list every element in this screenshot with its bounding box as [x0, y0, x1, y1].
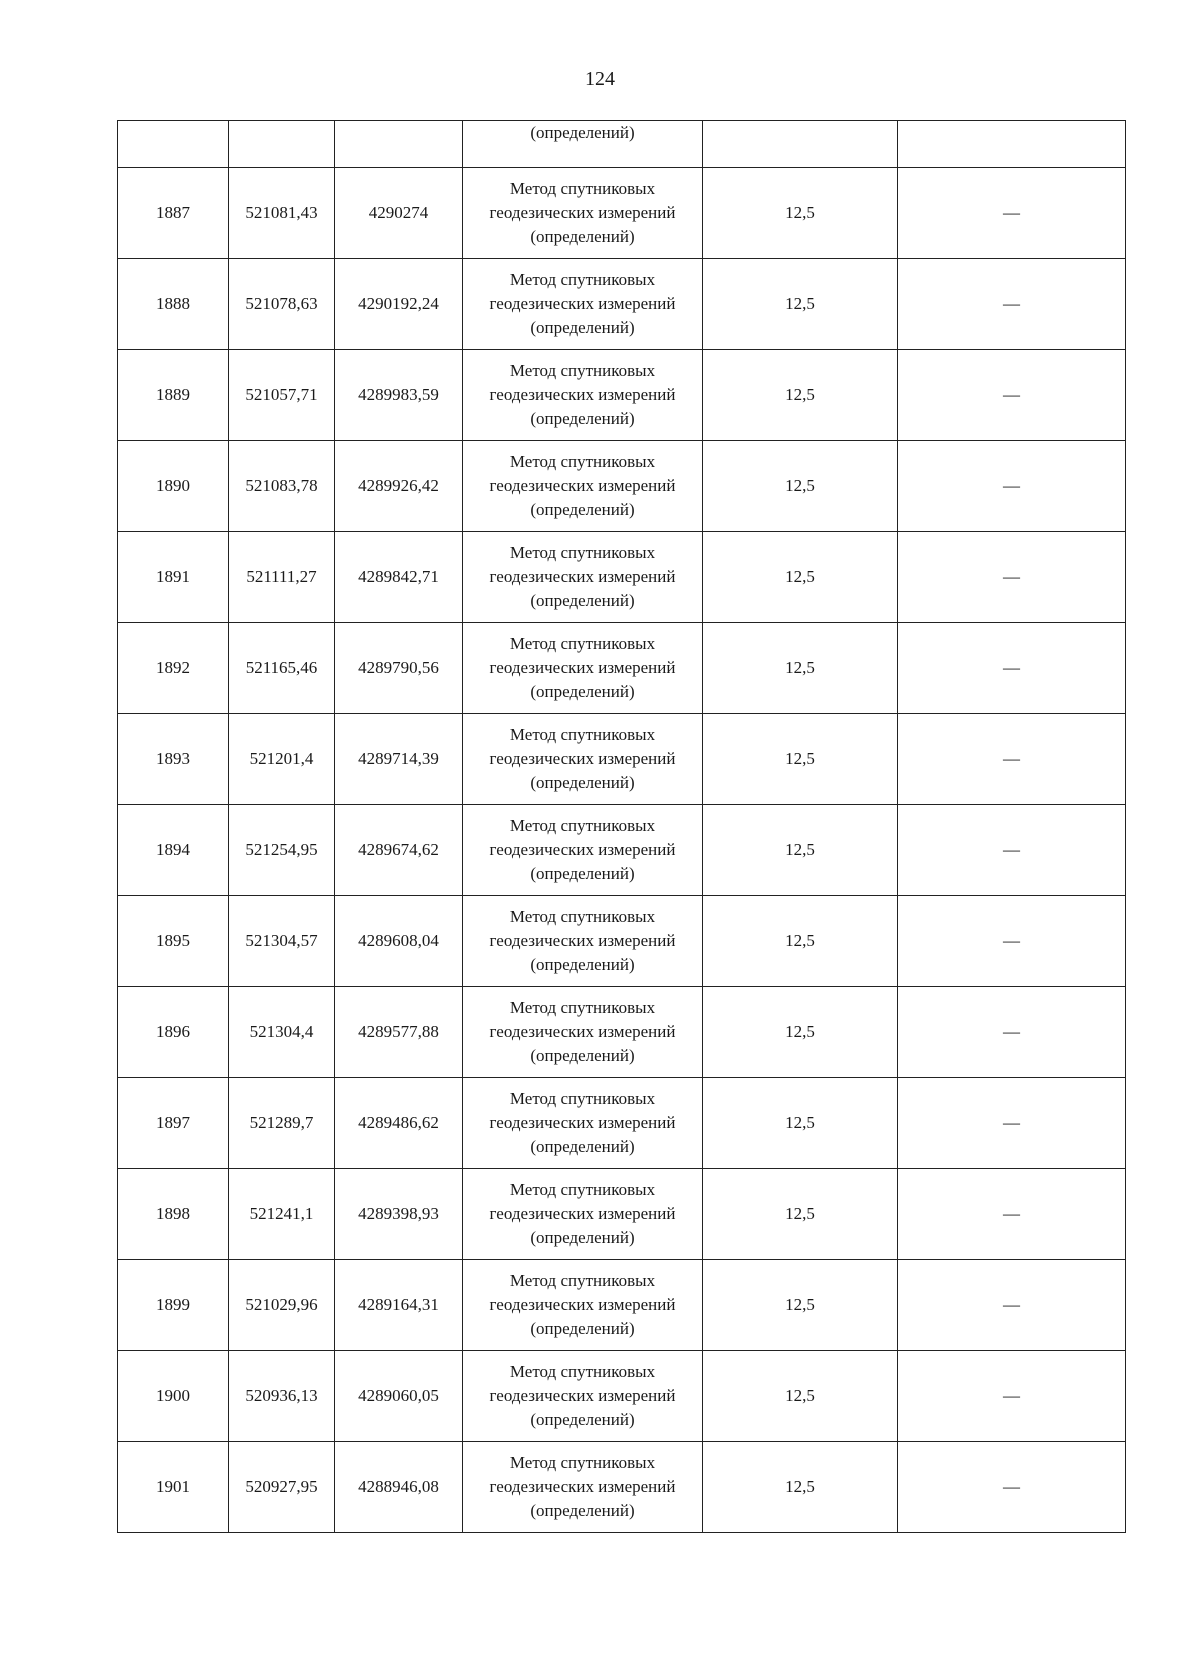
method-line: Метод спутниковых	[509, 1271, 656, 1290]
continuation-row	[118, 121, 1126, 168]
method-line: геодезических измерений	[489, 931, 676, 950]
table-row	[118, 896, 1126, 987]
cell-point-number: 1897	[118, 1078, 229, 1169]
cell-method	[463, 1169, 703, 1260]
method-line: Метод спутниковых	[509, 907, 656, 926]
cell-point-number: 1892	[118, 623, 229, 714]
cell-point-number: 1887	[118, 168, 229, 259]
cell-y: 4289577,88	[335, 987, 463, 1078]
coordinates-table-body	[118, 121, 1126, 1533]
cell-y: 4288946,08	[335, 1442, 463, 1533]
cell-x: 520927,95	[229, 1442, 335, 1533]
cell-accuracy: 12,5	[703, 168, 898, 259]
cell-accuracy: 12,5	[703, 987, 898, 1078]
cell-x: 520936,13	[229, 1351, 335, 1442]
method-line: Метод спутниковых	[509, 543, 656, 562]
cell-accuracy: 12,5	[703, 1078, 898, 1169]
method-line: Метод спутниковых	[509, 452, 656, 471]
method-line: (определений)	[530, 1137, 635, 1156]
cell-x: 521201,4	[229, 714, 335, 805]
method-line: (определений)	[530, 682, 635, 701]
cell-x: 521304,4	[229, 987, 335, 1078]
coordinates-table	[117, 120, 1126, 1533]
cell-y: 4289608,04	[335, 896, 463, 987]
cell-x	[229, 121, 335, 168]
cell-point-number: 1894	[118, 805, 229, 896]
cell-accuracy: 12,5	[703, 1260, 898, 1351]
table-row	[118, 1442, 1126, 1533]
cell-y: 4289398,93	[335, 1169, 463, 1260]
method-line: Метод спутниковых	[509, 998, 656, 1017]
method-line: Метод спутниковых	[509, 179, 656, 198]
cell-y: 4289164,31	[335, 1260, 463, 1351]
method-line: Метод спутниковых	[509, 1362, 656, 1381]
cell-accuracy: 12,5	[703, 714, 898, 805]
method-line: Метод спутниковых	[509, 361, 656, 380]
cell-note: —	[898, 1260, 1126, 1351]
method-line: Метод спутниковых	[509, 1180, 656, 1199]
cell-note: —	[898, 805, 1126, 896]
method-line: (определений)	[530, 1410, 635, 1429]
method-line: геодезических измерений	[489, 385, 676, 404]
cell-note: —	[898, 987, 1126, 1078]
cell-y: 4289983,59	[335, 350, 463, 441]
cell-y	[335, 121, 463, 168]
method-line: Метод спутниковых	[509, 634, 656, 653]
cell-point-number: 1896	[118, 987, 229, 1078]
cell-accuracy: 12,5	[703, 532, 898, 623]
cell-note	[898, 121, 1126, 168]
table-row	[118, 1078, 1126, 1169]
cell-method	[463, 1351, 703, 1442]
table-row	[118, 1169, 1126, 1260]
method-line: геодезических измерений	[489, 1295, 676, 1314]
method-line: геодезических измерений	[489, 567, 676, 586]
cell-accuracy: 12,5	[703, 1351, 898, 1442]
method-line: Метод спутниковых	[509, 1453, 656, 1472]
cell-note: —	[898, 714, 1126, 805]
method-line: геодезических измерений	[489, 1477, 676, 1496]
method-line: геодезических измерений	[489, 749, 676, 768]
cell-accuracy: 12,5	[703, 896, 898, 987]
cell-x: 521254,95	[229, 805, 335, 896]
cell-y: 4289486,62	[335, 1078, 463, 1169]
cell-note: —	[898, 1442, 1126, 1533]
cell-method	[463, 441, 703, 532]
table-row	[118, 623, 1126, 714]
cell-method	[463, 623, 703, 714]
cell-accuracy: 12,5	[703, 1442, 898, 1533]
cell-point-number: 1901	[118, 1442, 229, 1533]
cell-point-number: 1890	[118, 441, 229, 532]
cell-note: —	[898, 1078, 1126, 1169]
cell-y: 4289790,56	[335, 623, 463, 714]
cell-accuracy: 12,5	[703, 805, 898, 896]
cell-note: —	[898, 1351, 1126, 1442]
method-line: Метод спутниковых	[509, 270, 656, 289]
table-row	[118, 1351, 1126, 1442]
method-line: (определений)	[530, 227, 635, 246]
method-line: (определений)	[530, 1319, 635, 1338]
cell-method	[463, 805, 703, 896]
cell-point-number: 1895	[118, 896, 229, 987]
table-row	[118, 350, 1126, 441]
cell-method	[463, 350, 703, 441]
method-line: геодезических измерений	[489, 658, 676, 677]
method-line: (определений)	[530, 1501, 635, 1520]
table-row	[118, 714, 1126, 805]
cell-y: 4289926,42	[335, 441, 463, 532]
cell-note: —	[898, 168, 1126, 259]
method-line: (определений)	[530, 864, 635, 883]
cell-note: —	[898, 259, 1126, 350]
cell-method	[463, 259, 703, 350]
cell-x: 521165,46	[229, 623, 335, 714]
cell-x: 521304,57	[229, 896, 335, 987]
cell-point-number: 1889	[118, 350, 229, 441]
method-line: Метод спутниковых	[509, 816, 656, 835]
cell-accuracy: 12,5	[703, 441, 898, 532]
cell-note: —	[898, 350, 1126, 441]
cell-method	[463, 714, 703, 805]
cell-accuracy: 12,5	[703, 623, 898, 714]
method-line: (определений)	[530, 409, 635, 428]
cell-note: —	[898, 532, 1126, 623]
cell-y: 4289842,71	[335, 532, 463, 623]
table-row	[118, 1260, 1126, 1351]
method-line: (определений)	[530, 955, 635, 974]
cell-y: 4290192,24	[335, 259, 463, 350]
cell-note: —	[898, 1169, 1126, 1260]
cell-accuracy: 12,5	[703, 1169, 898, 1260]
method-line: геодезических измерений	[489, 840, 676, 859]
method-line: геодезических измерений	[489, 1022, 676, 1041]
cell-point-number: 1888	[118, 259, 229, 350]
cell-method	[463, 1442, 703, 1533]
method-line: Метод спутниковых	[509, 725, 656, 744]
cell-method	[463, 168, 703, 259]
cell-method	[463, 1260, 703, 1351]
cell-x: 521241,1	[229, 1169, 335, 1260]
cell-method	[463, 896, 703, 987]
method-line: геодезических измерений	[489, 294, 676, 313]
method-line: геодезических измерений	[489, 1386, 676, 1405]
method-line: (определений)	[530, 1228, 635, 1247]
cell-note: —	[898, 623, 1126, 714]
method-line: геодезических измерений	[489, 476, 676, 495]
cell-method	[463, 1078, 703, 1169]
cell-y: 4289714,39	[335, 714, 463, 805]
method-line: Метод спутниковых	[509, 1089, 656, 1108]
cell-point-number: 1900	[118, 1351, 229, 1442]
table-row	[118, 441, 1126, 532]
table-row	[118, 987, 1126, 1078]
cell-accuracy	[703, 121, 898, 168]
cell-method	[463, 987, 703, 1078]
cell-x: 521083,78	[229, 441, 335, 532]
method-line: (определений)	[530, 318, 635, 337]
cell-accuracy: 12,5	[703, 350, 898, 441]
cell-point-number: 1891	[118, 532, 229, 623]
table-row	[118, 532, 1126, 623]
method-line: геодезических измерений	[489, 1204, 676, 1223]
cell-y: 4290274	[335, 168, 463, 259]
table-row	[118, 259, 1126, 350]
table-row	[118, 805, 1126, 896]
cell-x: 521111,27	[229, 532, 335, 623]
table-row	[118, 168, 1126, 259]
cell-point-number	[118, 121, 229, 168]
cell-y: 4289060,05	[335, 1351, 463, 1442]
cell-accuracy: 12,5	[703, 259, 898, 350]
page-number: 124	[585, 68, 615, 90]
cell-method: (определений)	[463, 121, 703, 168]
method-line: геодезических измерений	[489, 1113, 676, 1132]
cell-x: 521081,43	[229, 168, 335, 259]
cell-x: 521078,63	[229, 259, 335, 350]
cell-note: —	[898, 896, 1126, 987]
method-line: геодезических измерений	[489, 203, 676, 222]
cell-method	[463, 532, 703, 623]
cell-point-number: 1893	[118, 714, 229, 805]
method-line: (определений)	[530, 1046, 635, 1065]
cell-point-number: 1898	[118, 1169, 229, 1260]
cell-note: —	[898, 441, 1126, 532]
cell-y: 4289674,62	[335, 805, 463, 896]
method-line: (определений)	[530, 500, 635, 519]
method-line: (определений)	[530, 591, 635, 610]
cell-x: 521029,96	[229, 1260, 335, 1351]
cell-x: 521057,71	[229, 350, 335, 441]
cell-point-number: 1899	[118, 1260, 229, 1351]
cell-x: 521289,7	[229, 1078, 335, 1169]
method-line: (определений)	[530, 773, 635, 792]
